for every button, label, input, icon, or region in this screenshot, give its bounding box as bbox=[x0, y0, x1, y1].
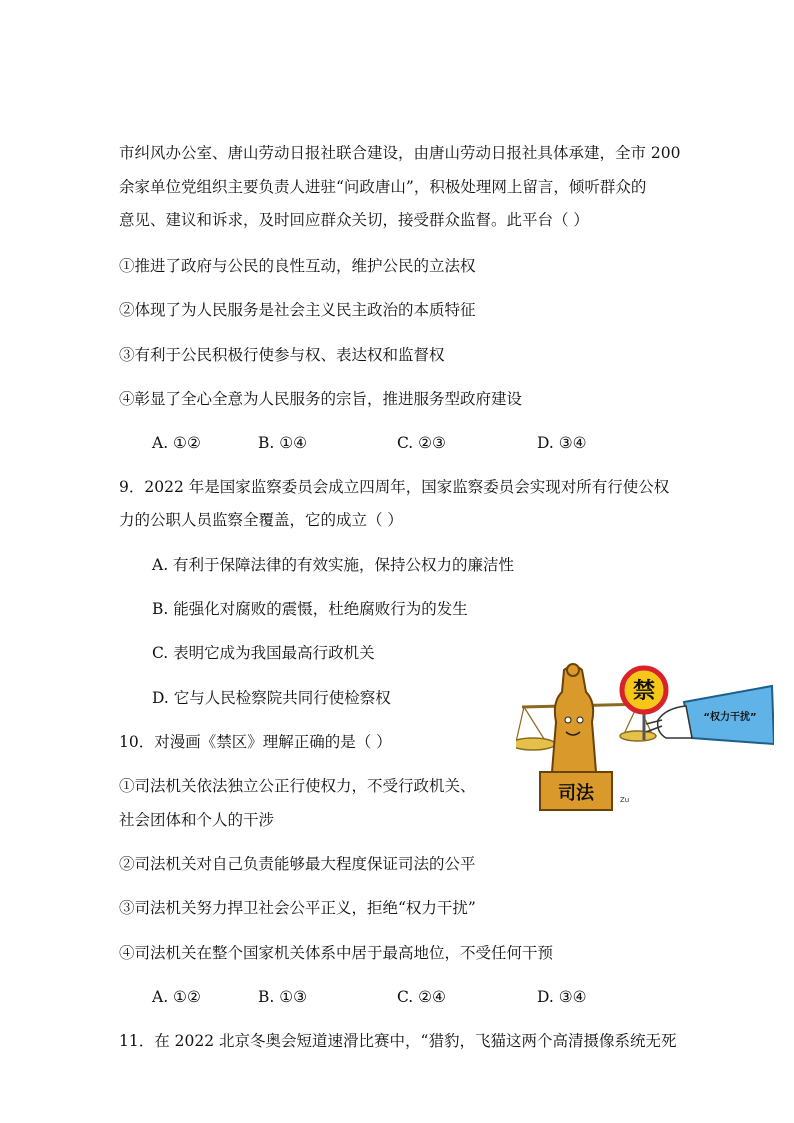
q9-option-c: C. 表明它成为我国最高行政机关 bbox=[152, 644, 375, 662]
q10-statement-4: ④司法机关在整个国家机关体系中居于最高地位，不受任何干预 bbox=[119, 944, 554, 962]
q10-stem: 10．对漫画《禁区》理解正确的是（ ） bbox=[119, 733, 392, 751]
q8-statement-1: ①推进了政府与公民的良性互动，维护公民的立法权 bbox=[119, 257, 476, 275]
artist-signature: Zu bbox=[620, 796, 630, 804]
q8-statement-4: ④彰显了全心全意为人民服务的宗旨，推进服务型政府建设 bbox=[119, 390, 523, 408]
statue-body bbox=[552, 666, 596, 772]
scale-pan-left bbox=[516, 738, 555, 750]
base-label: 司法 bbox=[558, 783, 594, 804]
glove-hand bbox=[658, 706, 692, 738]
q9-option-a: A. 有利于保障法律的有效实施，保持公权力的廉洁性 bbox=[152, 556, 515, 574]
q10-statement-1-line-1: ①司法机关依法独立公正行使权力，不受行政机关、 bbox=[119, 777, 476, 795]
q9-stem-line-1: 9．2022 年是国家监察委员会成立四周年，国家监察委员会实现对所有行使公权 bbox=[119, 478, 670, 496]
q8-option-a: A. ①② bbox=[152, 434, 201, 452]
q8-statement-3: ③有利于公民积极行使参与权、表达权和监督权 bbox=[119, 346, 445, 364]
q8-option-c: C. ②③ bbox=[397, 434, 446, 452]
q10-statement-3: ③司法机关努力捍卫社会公平正义，拒绝“权力干扰” bbox=[119, 899, 476, 917]
q8-statement-2: ②体现了为人民服务是社会主义民主政治的本质特征 bbox=[119, 301, 476, 319]
q10-statement-1-line-2: 社会团体和个人的干涉 bbox=[119, 811, 275, 829]
q8-stem-line-2: 余家单位党组织主要负责人进驻“问政唐山”，积极处理网上留言，倾听群众的 bbox=[119, 178, 647, 196]
cartoon-forbidden-zone bbox=[516, 662, 774, 814]
q8-stem-line-1: 市纠风办公室、唐山劳动日报社联合建设，由唐山劳动日报社具体承建，全市 200 bbox=[119, 144, 681, 162]
q10-option-c: C. ②④ bbox=[397, 988, 446, 1006]
q9-option-b: B. 能强化对腐败的震慑，杜绝腐败行为的发生 bbox=[152, 600, 468, 618]
sign-label: 禁 bbox=[632, 679, 656, 704]
q8-option-b: B. ①④ bbox=[258, 434, 308, 452]
q10-option-b: B. ①③ bbox=[258, 988, 308, 1006]
q9-option-d: D. 它与人民检察院共同行使检察权 bbox=[152, 689, 391, 707]
q8-stem-line-3: 意见、建议和诉求，及时回应群众关切，接受群众监督。此平台（ ） bbox=[119, 211, 589, 229]
q10-option-a: A. ①② bbox=[152, 988, 201, 1006]
q10-statement-2: ②司法机关对自己负责能够最大程度保证司法的公平 bbox=[119, 855, 476, 873]
scale-pan-right bbox=[620, 731, 656, 741]
q9-stem-line-2: 力的公职人员监察全覆盖，它的成立（ ） bbox=[119, 511, 403, 529]
sleeve-label: “权力干扰” bbox=[703, 712, 757, 723]
q11-stem-line-1: 11．在 2022 北京冬奥会短道速滑比赛中，“猎豹，飞猫这两个高清摄像系统无死 bbox=[119, 1032, 677, 1050]
q8-option-d: D. ③④ bbox=[537, 434, 587, 452]
q10-option-d: D. ③④ bbox=[537, 988, 587, 1006]
